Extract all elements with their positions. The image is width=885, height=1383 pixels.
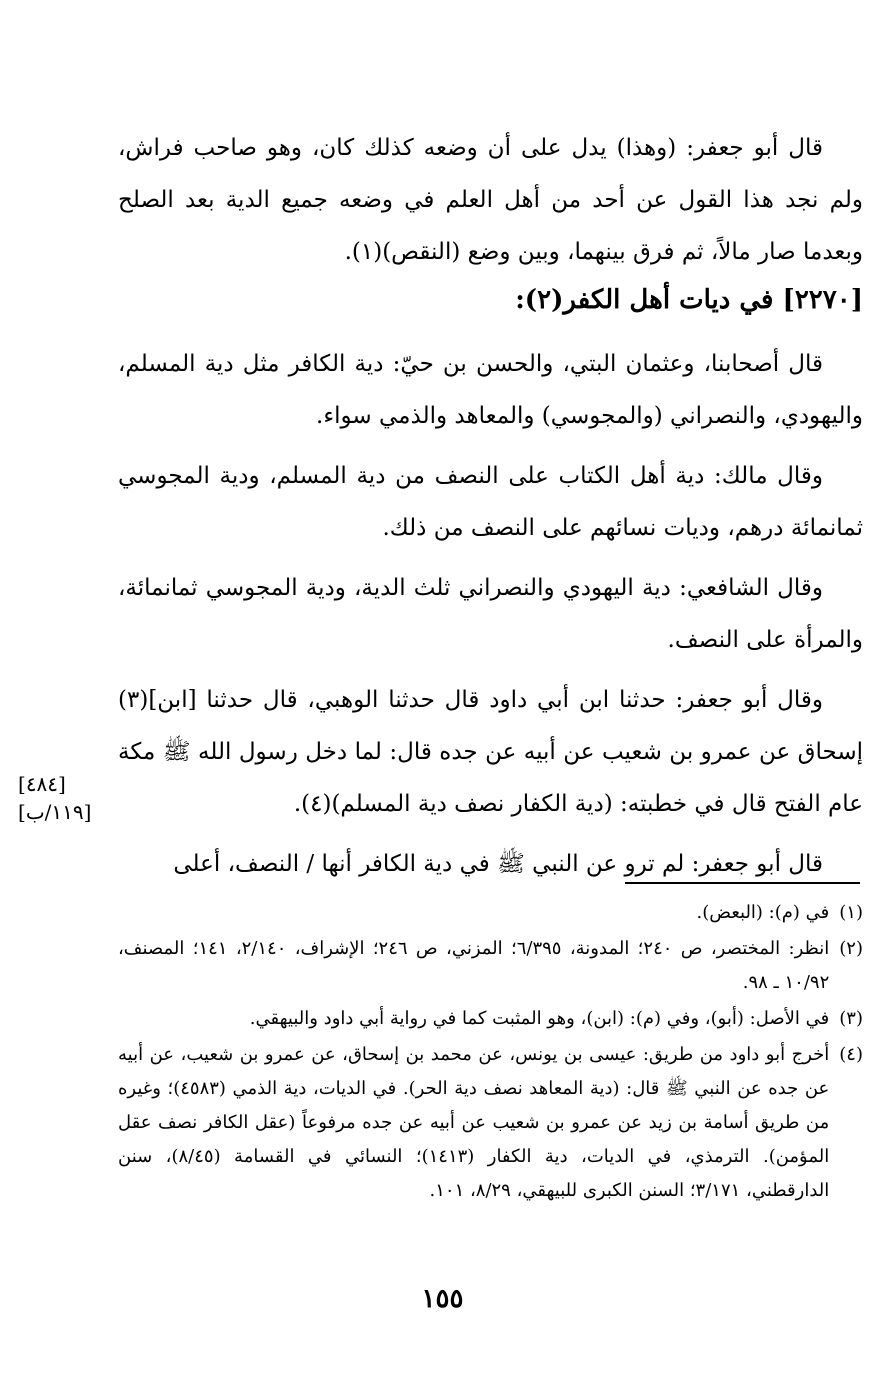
main-text-top bbox=[118, 122, 863, 286]
footnote-text: في الأصل: (أبو)، وفي (م): (ابن)، وهو المثبت كما في رواية أبي داود والبيهقي. bbox=[249, 1008, 830, 1029]
main-text-body bbox=[118, 338, 863, 898]
footnote-item bbox=[118, 932, 863, 1000]
paragraph-5: وقال أبو جعفر: حدثنا ابن أبي داود قال حدثنا الوهبي، قال حدثنا [ابن](٣) إسحاق عن عمرو بن شعيب عن أبيه عن جده قال: لما دخل رسول الله ﷺ مكة عام الفتح قال في خطبته: (دية الكفار نصف دية المسلم)(٤). bbox=[118, 687, 863, 817]
footnote-item bbox=[118, 1002, 863, 1036]
footnote-number: (٤) bbox=[839, 1044, 863, 1065]
footnote-number: (٢) bbox=[839, 938, 863, 959]
paragraph-3: وقال مالك: دية أهل الكتاب على النصف من دية المسلم، ودية المجوسي ثمانمائة درهم، وديات نسائهم على النصف من ذلك. bbox=[118, 463, 863, 541]
footnote-item bbox=[118, 896, 863, 930]
paragraph-1: قال أبو جعفر: (وهذا) يدل على أن وضعه كذلك كان، وهو صاحب فراش، ولم نجد هذا القول عن أحد من أهل العلم في وضعه جميع الدية بعد الصلح وبعدما صار مالاً، ثم فرق بينهما، وبين وضع (النقص)(١). bbox=[118, 135, 863, 265]
footnote-text: أخرج أبو داود من طريق: عيسى بن يونس، عن محمد بن إسحاق، عن عمرو بن شعيب، عن أبيه عن جده عن النبي ﷺ قال: (دية المعاهد نصف دية الحر). في الديات، دية الذمي (٤٥٨٣)؛ وغيره من طريق أسامة بن زيد عن عمرو بن شعيب عن أبيه عن جده مرفوعاً (عقل الكافر نصف عقل المؤمن). الترمذي، في الديات، دية الكفار (١٤١٣)؛ النسائي في القسامة (٨/٤٥)، سنن الدارقطني، ٣/١٧١؛ السنن الكبرى للبيهقي، ٨/٢٩، ١٠١. bbox=[118, 1044, 830, 1201]
page-number: ١٥٥ bbox=[421, 1284, 464, 1314]
footnote-number: (٣) bbox=[839, 1008, 863, 1029]
margin-reference-line-2: [١١٩/ب] bbox=[18, 800, 92, 824]
paragraph-2: قال أصحابنا، وعثمان البتي، والحسن بن حيّ: دية الكافر مثل دية المسلم، واليهودي، والنصراني (والمجوسي) والمعاهد والذمي سواء. bbox=[118, 351, 863, 429]
footnote-text: انظر: المختصر، ص ٢٤٠؛ المدونة، ٦/٣٩٥؛ المزني، ص ٢٤٦؛ الإشراف، ٢/١٤٠، ١٤١؛ المصنف، ١٠/٩٢ ـ ٩٨. bbox=[118, 938, 830, 993]
footnote-text: في (م): (البعض). bbox=[696, 902, 830, 923]
section-heading: [٢٢٧٠] في ديات أهل الكفر(٢): bbox=[515, 285, 863, 315]
margin-reference-line-1: [٤٨٤] bbox=[18, 772, 66, 796]
margin-reference bbox=[18, 770, 118, 826]
paragraph-4: وقال الشافعي: دية اليهودي والنصراني ثلث الدية، ودية المجوسي ثمانمائة، والمرأة على النصف. bbox=[118, 575, 863, 653]
paragraph-6: قال أبو جعفر: لم ترو عن النبي ﷺ في دية الكافر أنها / النصف، أعلى bbox=[173, 851, 823, 877]
footnotes bbox=[118, 896, 863, 1210]
footnote-separator bbox=[625, 882, 860, 884]
footnote-item bbox=[118, 1038, 863, 1208]
footnote-number: (١) bbox=[839, 902, 863, 923]
